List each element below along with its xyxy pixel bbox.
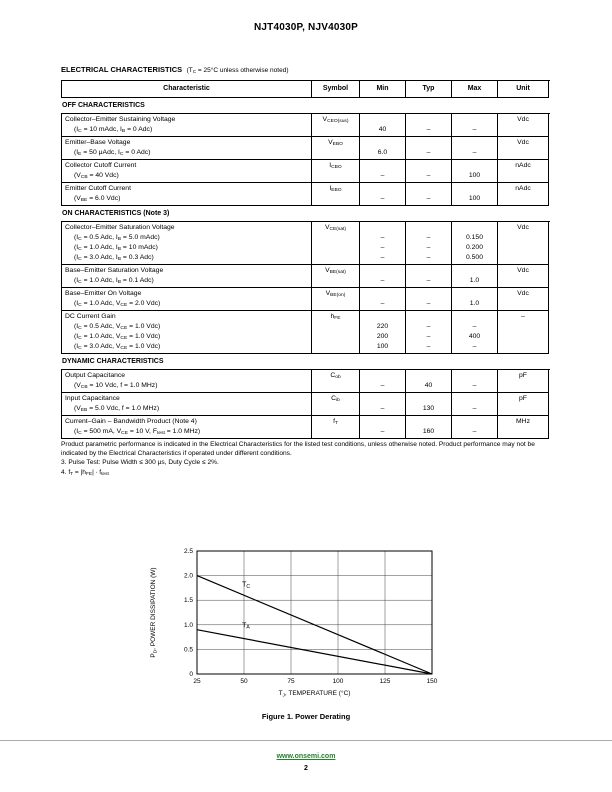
cell-unit: pF	[498, 370, 549, 393]
x-tick-label: 100	[332, 678, 344, 686]
cell-typ: –	[406, 288, 452, 311]
cell-max: –	[452, 393, 498, 416]
table-row	[61, 416, 550, 439]
cell-unit: nAdc	[498, 160, 549, 183]
cell-characteristic: Current–Gain – Bandwidth Product (Note 4) ($I_C = 500$ mA, $V_{CE} = 10$ V, $F_{test} = 1.0$ MHz)	[61, 416, 312, 439]
cell-unit: Vdc	[498, 137, 549, 160]
col-header-characteristic: Characteristic	[61, 81, 312, 98]
cell-min: 40	[360, 114, 406, 137]
cell-max: 100	[452, 160, 498, 183]
cell-symbol: $V_{EBO}$	[312, 137, 360, 160]
section-heading-label: ELECTRICAL CHARACTERISTICS	[61, 65, 183, 74]
figure-caption: Figure 1. Power Derating	[261, 712, 351, 722]
table-row	[61, 183, 550, 206]
y-tick-label: 2.0	[183, 572, 193, 580]
cell-max: 100	[452, 183, 498, 206]
y-axis-label: $P_D$, POWER DISSIPATION (W)	[150, 567, 158, 658]
cell-symbol: $V_{CEO(sus)}$	[312, 114, 360, 137]
cell-min: –	[360, 416, 406, 439]
cell-unit: Vdc	[498, 114, 549, 137]
cell-characteristic: Input Capacitance ($V_{EB} = 5.0$ Vdc, f = 1.0 MHz)	[61, 393, 312, 416]
onsemi-link[interactable]: www.onsemi.com	[276, 753, 336, 760]
cell-symbol: $C_{ib}$	[312, 393, 360, 416]
table-row-group	[61, 113, 550, 206]
cell-unit: nAdc	[498, 183, 549, 206]
series-label: TA	[242, 622, 250, 632]
x-tick-label: 125	[379, 678, 391, 686]
cell-min: –	[360, 183, 406, 206]
x-tick-label: 25	[193, 678, 201, 686]
cell-typ: –	[406, 265, 452, 288]
cell-symbol: $I_{CBO}$	[312, 160, 360, 183]
col-header-symbol: Symbol	[312, 81, 360, 98]
x-tick-label: 50	[240, 678, 248, 686]
y-tick-label: 2.5	[183, 548, 193, 556]
cell-typ: –	[406, 183, 452, 206]
cell-unit: –	[498, 311, 549, 354]
cell-max: –	[452, 137, 498, 160]
series-label: TC	[242, 581, 251, 591]
section-heading-note: ($T_C = 25^\circ C$ unless otherwise noted)	[186, 67, 289, 75]
note-item-4: 4. $f_T = |h_{FE}| \cdot f_{test}$	[61, 468, 109, 477]
cell-max: –	[452, 114, 498, 137]
y-tick-label: 1.0	[183, 622, 193, 630]
cell-characteristic: Base–Emitter Saturation Voltage ($I_C = 1.0$ Adc, $I_B = 0.1$ Adc)	[61, 265, 312, 288]
cell-unit: Vdc	[498, 265, 549, 288]
characteristics-table	[61, 80, 550, 439]
x-tick-label: 150	[426, 678, 438, 686]
cell-characteristic: Base–Emitter On Voltage ($I_C = 1.0$ Adc, $V_{CE} = 2.0$ Vdc)	[61, 288, 312, 311]
cell-min: –	[360, 370, 406, 393]
y-tick-label: 0	[189, 671, 193, 679]
cell-characteristic: Output Capacitance ($V_{CB} = 10$ Vdc, f = 1.0 MHz)	[61, 370, 312, 393]
cell-symbol: $I_{EBO}$	[312, 183, 360, 206]
x-tick-label: 75	[287, 678, 295, 686]
cell-unit: pF	[498, 393, 549, 416]
cell-min: –	[360, 160, 406, 183]
cell-characteristic: Emitter–Base Voltage ($I_E = 50$ μAdc, $I_C = 0$ Adc)	[61, 137, 312, 160]
series-line	[197, 630, 432, 674]
cell-typ: –	[406, 160, 452, 183]
cell-typ: – – –	[406, 311, 452, 354]
cell-min: –	[360, 265, 406, 288]
cell-characteristic: Collector Cutoff Current ($V_{CB} = 40$ Vdc)	[61, 160, 312, 183]
cell-max: –	[452, 370, 498, 393]
figure-power-derating	[0, 543, 612, 721]
cell-symbol: $V_{BE(sat)}$	[312, 265, 360, 288]
table-section-title: OFF CHARACTERISTICS	[61, 98, 550, 113]
note-paragraph: Product parametric performance is indicated in the Electrical Characteristics for the listed test conditions, unless otherwise noted. Product performance may not be indicated by the Electrical Characteristics if operated under different conditions.	[61, 441, 535, 457]
cell-max: 0.150 0.200 0.500	[452, 222, 498, 265]
table-row	[61, 265, 550, 288]
table-body	[61, 98, 550, 439]
table-row	[61, 114, 550, 137]
cell-min: 6.0	[360, 137, 406, 160]
cell-min: 220 200 100	[360, 311, 406, 354]
cell-characteristic: Emitter Cutoff Current ($V_{BE} = 6.0$ Vdc)	[61, 183, 312, 206]
table-row-group	[61, 221, 550, 354]
cell-typ: 40	[406, 370, 452, 393]
col-header-unit: Unit	[498, 81, 549, 98]
cell-symbol: $V_{CE(sat)}$	[312, 222, 360, 265]
table-row	[61, 288, 550, 311]
plot-border	[197, 551, 432, 674]
cell-max: –	[452, 416, 498, 439]
col-header-typ: Typ	[406, 81, 452, 98]
cell-unit: Vdc	[498, 222, 549, 265]
y-tick-label: 0.5	[183, 646, 193, 654]
cell-typ: –	[406, 114, 452, 137]
table-header-row	[61, 80, 550, 98]
notes-block	[61, 441, 550, 477]
cell-typ: 130	[406, 393, 452, 416]
cell-min: – – –	[360, 222, 406, 265]
section-heading	[61, 59, 612, 77]
cell-unit: MHz	[498, 416, 549, 439]
page-footer	[0, 740, 612, 772]
x-axis-label: $T_J$, TEMPERATURE (°C)	[278, 690, 351, 698]
cell-typ: – – –	[406, 222, 452, 265]
cell-max: 1.0	[452, 265, 498, 288]
cell-symbol: $h_{FE}$	[312, 311, 360, 354]
note-item-3: 3. Pulse Test: Pulse Width ≤ 300 μs, Duty Cycle ≤ 2%.	[61, 459, 219, 467]
cell-min: –	[360, 288, 406, 311]
power-derating-chart	[141, 543, 471, 699]
page-title: NJT4030P, NJV4030P	[253, 22, 359, 33]
page-number: 2	[304, 765, 308, 772]
col-header-max: Max	[452, 81, 498, 98]
cell-max: 1.0	[452, 288, 498, 311]
y-tick-label: 1.5	[183, 597, 193, 605]
table-row-group	[61, 369, 550, 439]
table-row	[61, 393, 550, 416]
cell-typ: 160	[406, 416, 452, 439]
cell-typ: –	[406, 137, 452, 160]
cell-characteristic: Collector–Emitter Sustaining Voltage ($I_C = 10$ mAdc, $I_B = 0$ Adc)	[61, 114, 312, 137]
table-section-title: ON CHARACTERISTICS (Note 3)	[61, 206, 550, 221]
table-row	[61, 222, 550, 265]
cell-symbol: $f_T$	[312, 416, 360, 439]
cell-max: – 400 –	[452, 311, 498, 354]
table-row	[61, 370, 550, 393]
cell-characteristic: Collector–Emitter Saturation Voltage ($I_C = 0.5$ Adc, $I_B = 5.0$ mAdc) ($I_C = 1.0$ Adc, $I_B = 10$ mAdc) ($I_C = 3.0$ Adc, $I_B = 0.3$ Adc)	[61, 222, 312, 265]
footer-divider	[0, 740, 612, 741]
col-header-min: Min	[360, 81, 406, 98]
table-section-title: DYNAMIC CHARACTERISTICS	[61, 354, 550, 369]
cell-symbol: $C_{ob}$	[312, 370, 360, 393]
cell-characteristic: DC Current Gain ($I_C = 0.5$ Adc, $V_{CE} = 1.0$ Vdc) ($I_C = 1.0$ Adc, $V_{CE} = 1.0$ Vdc) ($I_C = 3.0$ Adc, $V_{CE} = 1.0$ Vdc)	[61, 311, 312, 354]
table-row	[61, 137, 550, 160]
table-row	[61, 160, 550, 183]
table-row	[61, 311, 550, 354]
cell-min: –	[360, 393, 406, 416]
cell-unit: Vdc	[498, 288, 549, 311]
cell-symbol: $V_{BE(on)}$	[312, 288, 360, 311]
